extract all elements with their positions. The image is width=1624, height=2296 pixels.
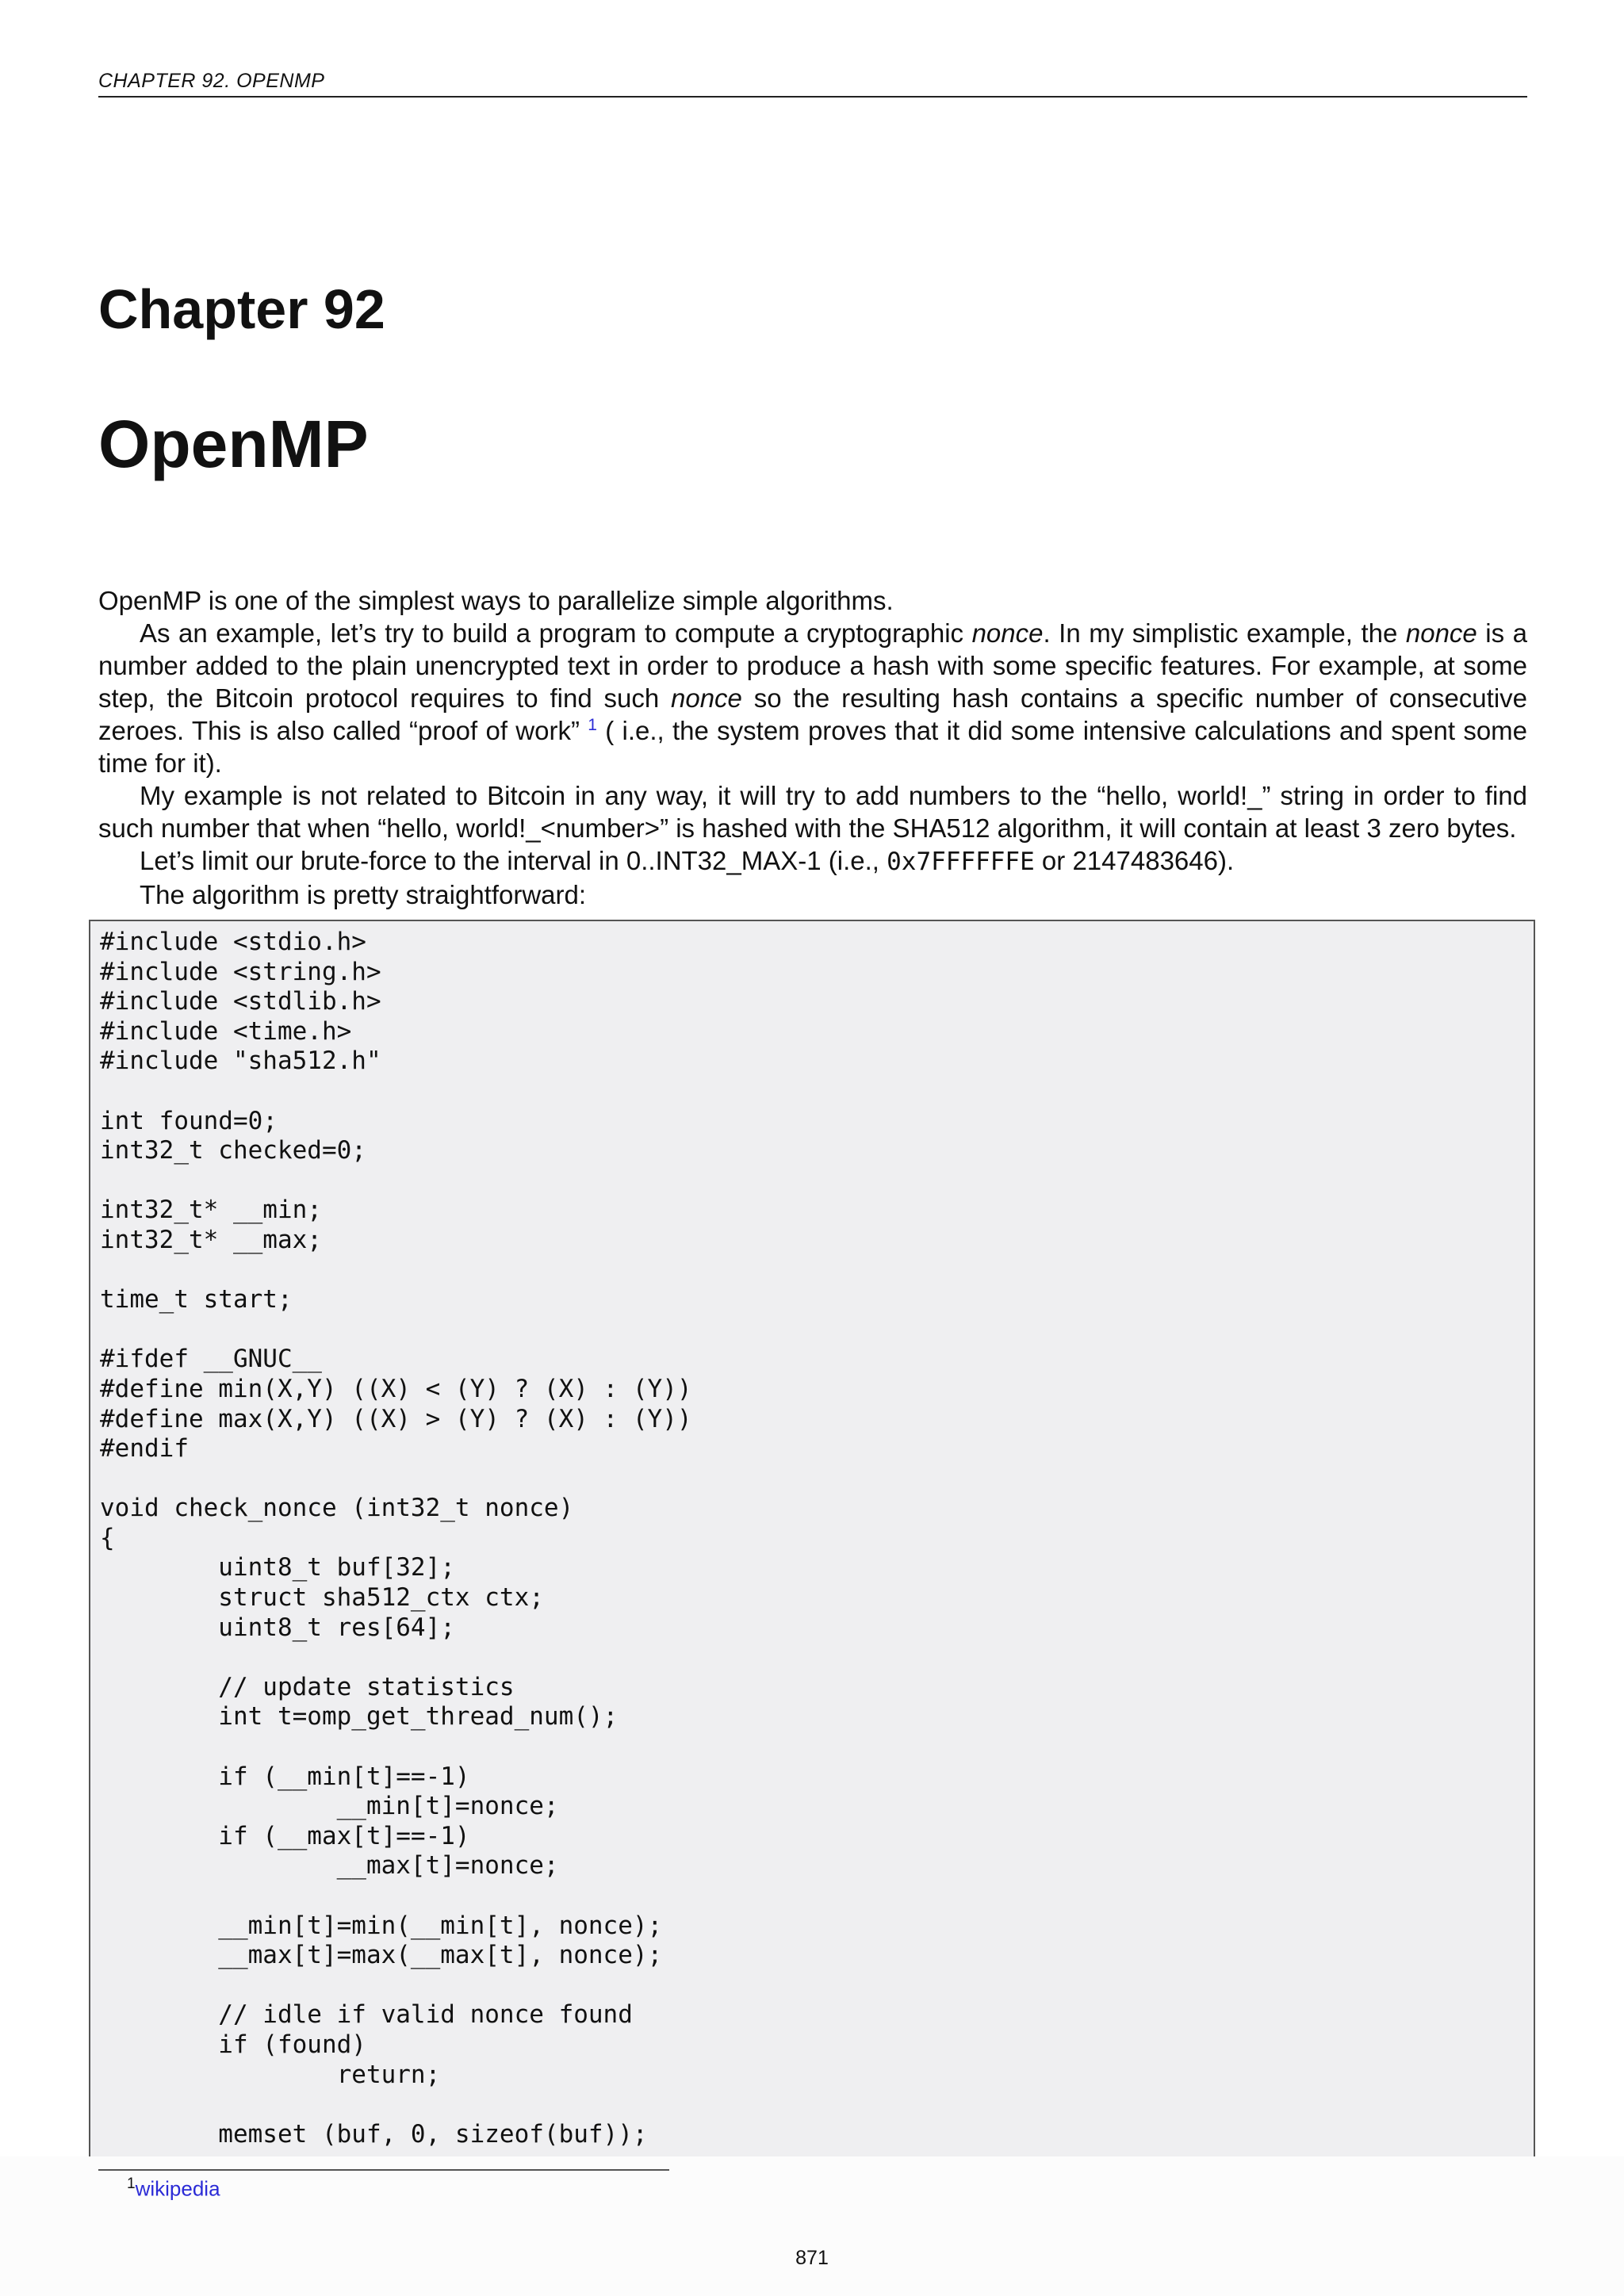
paragraph-nonce	[98, 617, 1527, 779]
running-header: CHAPTER 92. OPENMP	[98, 70, 1527, 98]
paragraph-text: . In my simplistic example, the	[1043, 618, 1406, 648]
paragraph-text: Let’s limit our brute-force to the interval in 0..INT32_MAX-1 (i.e.,	[140, 846, 887, 875]
page-number: 871	[795, 2247, 829, 2269]
emphasis-nonce: nonce	[1405, 618, 1477, 648]
footnote-reference[interactable]: 1	[588, 716, 597, 734]
code-listing	[89, 920, 1535, 2156]
paragraph-limit	[98, 844, 1527, 878]
inline-code-hex: 0x7FFFFFFE	[887, 848, 1035, 876]
paragraph-text: or 2147483646).	[1034, 846, 1235, 875]
paragraph-example-text: My example is not related to Bitcoin in any way, it will try to add numbers to the “hello, world!_” string in order to find such number that when “hello, world!_<number>” is hashed with the SHA512 algorithm, it will contain at least 3 zero bytes.	[98, 781, 1527, 843]
paragraph-algorithm	[98, 878, 1527, 911]
paragraph-text: so the resulting hash contains a specific number of consecutive zeroes. This is also called “proof of work”	[98, 683, 1528, 745]
chapter-label: Chapter 92	[98, 278, 385, 340]
paragraph-algorithm-text: The algorithm is pretty straightforward:	[140, 880, 587, 909]
emphasis-nonce: nonce	[971, 618, 1044, 648]
chapter-title: OpenMP	[98, 407, 369, 481]
footnote-link-wikipedia[interactable]: wikipedia	[135, 2176, 220, 2201]
page-bottom-shade	[0, 2156, 1624, 2296]
paragraph-text: is a number added to the plain unencrypted text in order to produce a hash with some specific features. For example, at some step, the Bitcoin protocol requires to find such	[98, 618, 1527, 713]
body-text	[98, 584, 1527, 911]
footnote	[127, 2175, 220, 2202]
paragraph-example	[98, 779, 1527, 844]
code-text: #include <stdio.h> #include <string.h> #include <stdlib.h> #include <time.h> #include "sha512.h" int found=0; int32_t checked=0; int32_t* __min; int32_t* __max; time_t start; #ifdef __GNUC__ #define min(X,Y) ((X) < (Y) ? (X) : (Y)) #define max(X,Y) ((X) > (Y) ? (X) : (Y)) #endif void check_nonce (int32_t nonce) { uint8_t buf[32]; struct sha512_ctx ctx; uint8_t res[64]; // update statistics int t=omp_get_thread_num(); if (__min[t]==-1) __min[t]=nonce; if (__max[t]==-1) __max[t]=nonce; __min[t]=min(__min[t], nonce); __max[t]=max(__max[t], nonce); // idle if valid nonce found if (found) return; memset (buf, 0, sizeof(buf));	[100, 928, 692, 2149]
paragraph-text: As an example, let’s try to build a program to compute a cryptographic	[140, 618, 972, 648]
footnote-divider	[98, 2169, 669, 2171]
emphasis-nonce: nonce	[671, 683, 742, 713]
paragraph-intro	[98, 584, 1527, 617]
paragraph-intro-text: OpenMP is one of the simplest ways to parallelize simple algorithms.	[98, 586, 894, 615]
paragraph-text: ( i.e., the system proves that it did some intensive calculations and spent some time for it).	[98, 716, 1528, 778]
footnote-number: 1	[127, 2175, 136, 2192]
